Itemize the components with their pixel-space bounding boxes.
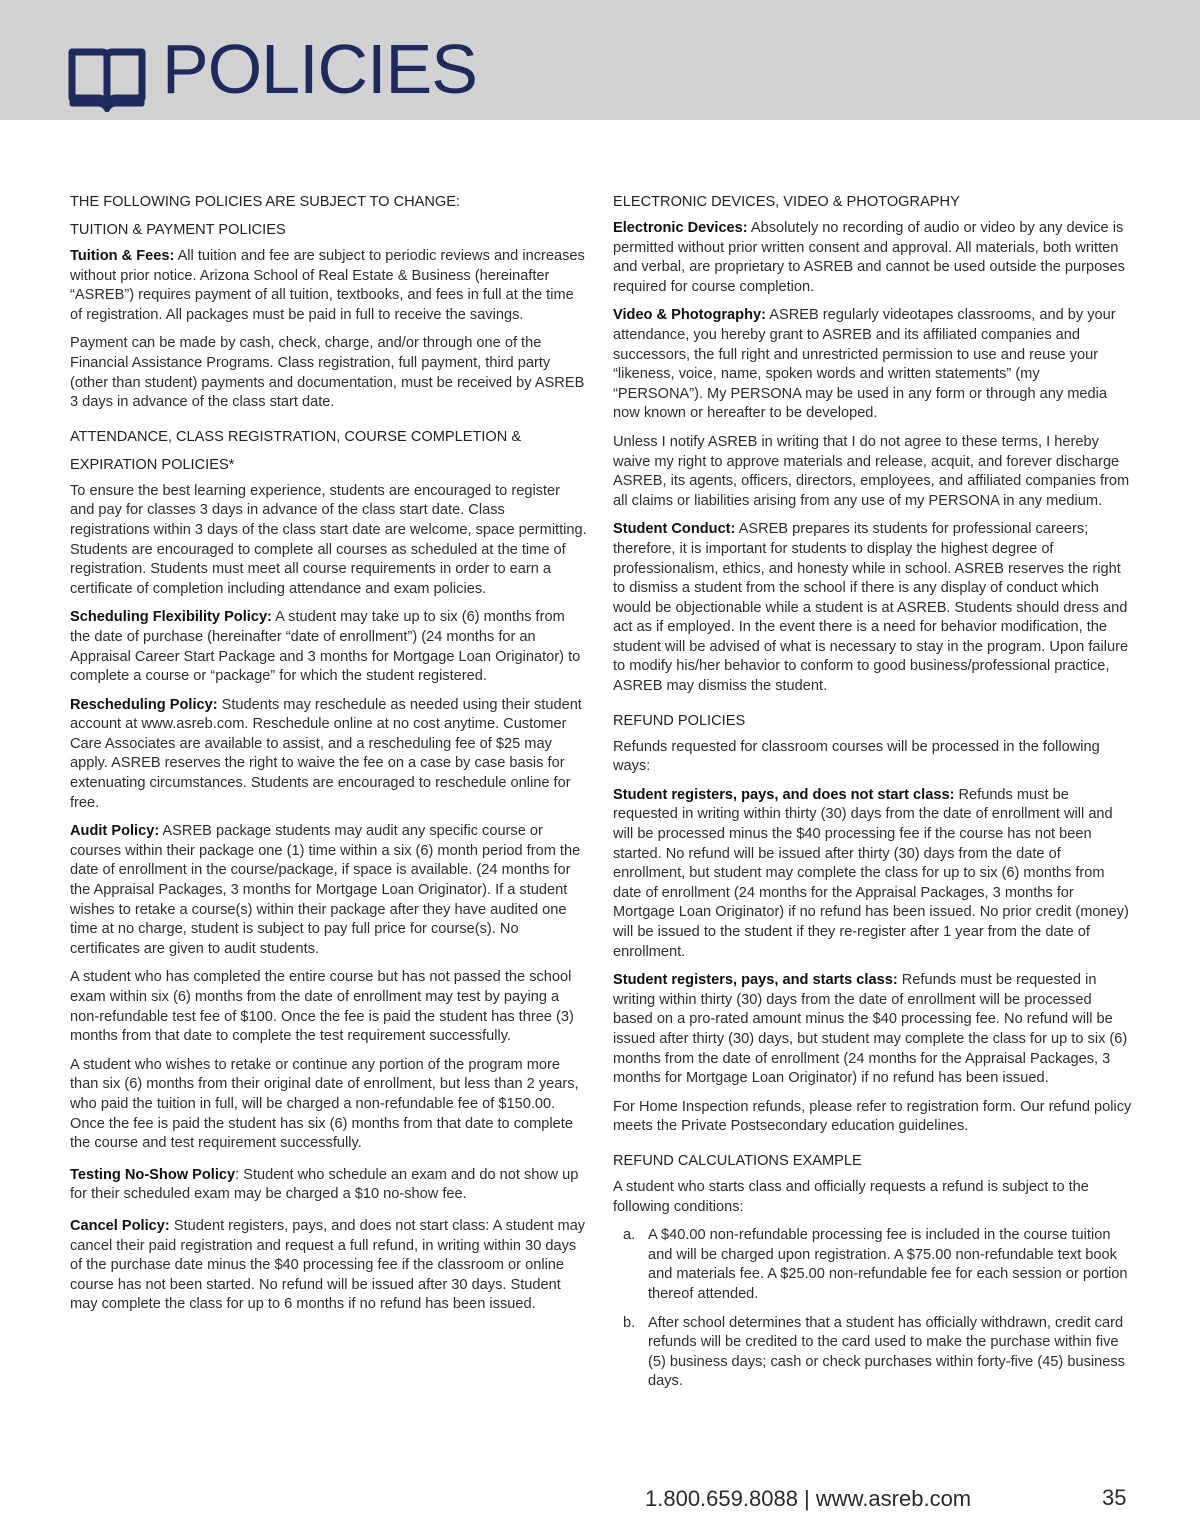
- list-item-text: A $40.00 non-refundable processing fee is included in the course tuition and will be charged upon registration. A $75.00 non-refundable text book and materials fee. A $25.00 non-refundable fee for each session or portion thereof attended.: [648, 1227, 1128, 1302]
- right-column: [613, 190, 1133, 1401]
- devices-text: Absolutely no recording of audio or video by any device is permitted without prior written consent and approval. All materials, both written and verbal, are proprietary to ASREB and cannot be used outside the purposes required for course completion.: [613, 220, 1125, 295]
- retest-paragraph: A student who has completed the entire course but has not passed the school exam within six (6) months from the date of enrollment may test by paying a non-refundable test fee of $100. Once the fee is paid the student has three (3) months from that date to complete the test requirement successfully.: [70, 969, 574, 1045]
- scheduling-text: A student may take up to six (6) months from the date of purchase (hereinafter “date of enrollment”) (24 months for an Appraisal Career Start Package and 3 months for Mortgage Loan Originator) to complete a course or “package” for which the student registered.: [70, 609, 581, 685]
- refund-heading: REFUND POLICIES: [613, 712, 746, 729]
- noshow-label: Testing No-Show Policy: [70, 1166, 236, 1183]
- noshow-text: : Student who schedule an exam and do not show up for their scheduled exam may be charged a $10 no-show fee.: [70, 1166, 579, 1203]
- list-marker: a.: [623, 1227, 636, 1244]
- no-start-label: Student registers, pays, and does not start class:: [613, 786, 955, 803]
- payment-paragraph: Payment can be made by cash, check, charge, and/or through one of the Financial Assistance Programs. Class registration, full payment, third party (other than student) payments and documentation, must be received by ASREB 3 days in advance of the class start date.: [70, 335, 585, 411]
- waiver-paragraph: Unless I notify ASREB in writing that I do not agree to these terms, I hereby waive my right to approve materials and release, acquit, and forever discharge ASREB, its agents, officers, directors, employees, and affiliated companies from all claims or liabilities arising from any use of my PERSONA in any medium.: [613, 433, 1130, 509]
- no-start-paragraph: [613, 786, 1133, 962]
- video-text: ASREB regularly videotapes classrooms, and by your attendance, you hereby grant to ASREB and its affiliated companies and successors, the full right and unrestricted permission to use and reuse your “likeness, voice, name, spoken words and written statements” (my “PERSONA”). My PERSONA may be used in any form or through any media now known or hereafter to be developed.: [613, 307, 1116, 422]
- retake-paragraph: A student who wishes to retake or continue any portion of the program more than six (6) months from their original date of enrollment, but less than 2 years, who paid the tuition in full, will be charged a non-refundable fee of $150.00. Once the fee is paid the student has six (6) months from that date to complete the course and test requirement successfully.: [70, 1056, 579, 1152]
- header-band: [0, 0, 1200, 120]
- conduct-paragraph: [613, 520, 1133, 696]
- conduct-label: Student Conduct:: [613, 521, 736, 538]
- calc-intro: A student who starts class and officially requests a refund is subject to the following conditions:: [613, 1178, 1089, 1215]
- conduct-text: ASREB prepares its students for professional careers; therefore, it is important for students to display the highest degree of professionalism, ethics, and honesty while in school. ASREB reserves the right to dismiss a student from the school if there is any display of conduct which would be objectionable while a student is at ASREB. Students should dress and act as if employed. In the event there is a need for behavior modification, the student will be advised of what is necessary to stay in the program. Upon failure to modify his/her behavior to conform to good business/professional practice, ASREB may dismiss the student.: [613, 521, 1129, 695]
- starts-text: Refunds must be requested in writing within thirty (30) days from the date of enrollment will be processed based on a pro-rated amount minus the $40 processing fee. No refund will be issued after thirty (30) days, but student may complete the class for up to six (6) months from the date of enrollment (24 months for the Appraisal Packages, 3 months for Mortgage Loan Originator) if no refund has been issued.: [613, 972, 1128, 1087]
- cancel-label: Cancel Policy:: [70, 1217, 170, 1234]
- footer-contact: 1.800.659.8088 | www.asreb.com: [645, 1486, 972, 1511]
- tuition-fees-text: All tuition and fee are subject to periodic reviews and increases without prior notice. Arizona School of Real Estate & Business (hereinafter “ASREB”) requires payment of all tuition, textbooks, and fees in full at the time of registration. All packages must be paid in full to receive the savings.: [70, 248, 585, 323]
- audit-label: Audit Policy:: [70, 823, 160, 840]
- no-start-text: Refunds must be requested in writing within thirty (30) days from the date of enrollment will and will be processed minus the $40 processing fee if the course has not been started. No refund will be issued after thirty (30) days from the date of enrollment, but student may complete the class for up to six (6) months from date of enrollment (24 months for the Appraisal Packages, 3 months for Mortgage Loan Originator) if no refund has been issued. No prior credit (money) will be issued to the student if they re-register after 1 year from the date of enrollment.: [613, 786, 1129, 960]
- cancel-paragraph: [70, 1217, 588, 1315]
- scheduling-label: Scheduling Flexibility Policy:: [70, 609, 272, 626]
- tuition-fees-paragraph: [70, 247, 588, 325]
- devices-paragraph: [613, 219, 1133, 297]
- devices-heading: ELECTRONIC DEVICES, VIDEO & PHOTOGRAPHY: [613, 194, 960, 210]
- list-marker: b.: [623, 1314, 636, 1331]
- attendance-heading-line1: ATTENDANCE, CLASS REGISTRATION, COURSE COMPLETION &: [70, 428, 522, 445]
- attendance-paragraph: To ensure the best learning experience, students are encouraged to register and pay for classes 3 days in advance of the class start date. Class registrations within 3 days of the class start date are welcome, space permitting. Students are encouraged to complete all courses as scheduled at the time of registration. Students must meet all course requirements in order to earn a certificate of completion including attendance and exam policies.: [70, 482, 587, 597]
- devices-label: Electronic Devices:: [613, 220, 748, 236]
- rescheduling-label: Rescheduling Policy:: [70, 696, 218, 713]
- audit-paragraph: [70, 822, 588, 959]
- refund-intro: Refunds requested for classroom courses will be processed in the following ways:: [613, 738, 1100, 775]
- home-inspection-paragraph: For Home Inspection refunds, please refer to registration form. Our refund policy meets the Private Postsecondary education guidelines.: [613, 1098, 1132, 1135]
- conditions-list: [613, 1226, 1133, 1392]
- rescheduling-text: Students may reschedule as needed using their student account at www.asreb.com. Reschedule online at no cost anytime. Customer Care Associates are available to assist, and a rescheduling fee of $25 may apply. ASREB reserves the right to waive the fee on a case by case basis for extenuating circumstances. Students are encouraged to reschedule online for free.: [70, 696, 582, 811]
- rescheduling-paragraph: [70, 696, 588, 814]
- attendance-heading-line2: EXPIRATION POLICIES*: [70, 456, 235, 473]
- left-column: [70, 190, 588, 1324]
- tuition-heading: TUITION & PAYMENT POLICIES: [70, 222, 286, 238]
- noshow-paragraph: [70, 1166, 588, 1205]
- open-book-icon: [68, 48, 146, 112]
- starts-label: Student registers, pays, and starts class:: [613, 972, 898, 989]
- tuition-fees-label: Tuition & Fees:: [70, 248, 175, 264]
- scheduling-paragraph: [70, 608, 588, 686]
- list-item: [613, 1226, 1133, 1304]
- intro-heading: THE FOLLOWING POLICIES ARE SUBJECT TO CHANGE:: [70, 194, 461, 210]
- page-title: POLICIES: [162, 30, 477, 108]
- audit-text: ASREB package students may audit any specific course or courses within their package one (1) time within a six (6) month period from the date of enrollment in the course/package, if space is available. (24 months for the Appraisal Packages, 3 months for Mortgage Loan Originator). If a student wishes to retake a course(s) within their package after they have audited one time at no charge, student is subject to pay full price for course(s). No certificates are given to audit students.: [70, 823, 581, 957]
- starts-paragraph: [613, 971, 1133, 1089]
- list-item-text: After school determines that a student has officially withdrawn, credit card refunds will be credited to the card used to make the purchase within five (5) business days; cash or check purchases within forty-five (45) business days.: [648, 1314, 1125, 1390]
- cancel-text: Student registers, pays, and does not start class: A student may cancel their paid registration and request a full refund, in writing within 30 days of the purchase date minus the $40 processing fee if the classroom or online course has not been started. No refund will be issued after 30 days. Student may complete the class for up to 6 months if no refund has been issued.: [70, 1217, 586, 1313]
- video-paragraph: [613, 306, 1133, 424]
- video-label: Video & Photography:: [613, 307, 766, 324]
- list-item: [613, 1314, 1133, 1392]
- calc-heading: REFUND CALCULATIONS EXAMPLE: [613, 1152, 862, 1169]
- page-number: 35: [1102, 1485, 1127, 1510]
